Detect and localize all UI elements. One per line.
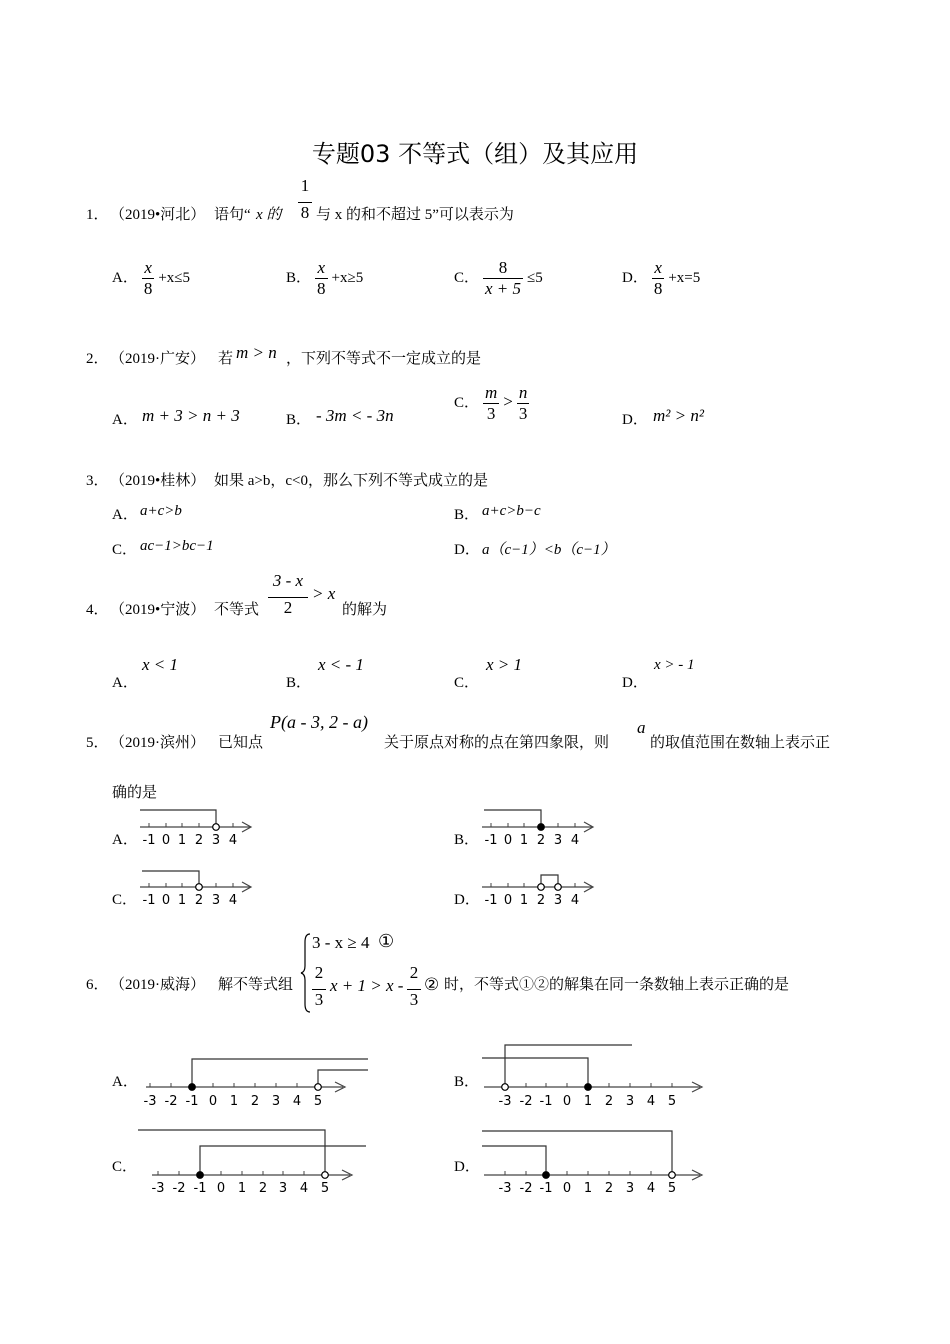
tick-label: 1 (583, 1094, 593, 1109)
tick-label: -2 (164, 1094, 178, 1109)
q5-number-line-d (480, 865, 598, 907)
q5-variable: a (637, 718, 646, 737)
q1-stem-a: 语句“ (214, 207, 251, 223)
q4-option-b-expr: x < - 1 (318, 655, 364, 674)
tick-label: -3 (498, 1181, 512, 1195)
q5-option-a-label: A． (112, 832, 138, 848)
q1-frac-denominator: 8 (298, 202, 312, 223)
open-endpoint (555, 884, 562, 891)
q3-option-a-label: A． (112, 507, 138, 523)
q6-number-line-c (138, 1125, 368, 1195)
open-endpoint (502, 1084, 509, 1091)
q6-number-line-d (482, 1125, 708, 1195)
open-endpoint (315, 1084, 322, 1091)
tick-label: 0 (216, 1181, 226, 1195)
q5-option-b-label: B． (454, 832, 480, 848)
q1-option-c: C． $\frac{8}{x + 5}$ ≤5 (454, 258, 543, 298)
tick-label: 2 (536, 833, 546, 847)
tick-label: -1 (142, 893, 156, 907)
q2-option-d-expr: m² > n² (653, 406, 704, 425)
q3-option-c-label: C． (112, 542, 138, 558)
solution-ray-1 (192, 1059, 368, 1084)
tick-label: 0 (208, 1094, 218, 1109)
q3-option-b-expr: a+c>b−c (482, 503, 541, 519)
q6-system-line-2: x + 1 > x - (330, 976, 404, 995)
closed-endpoint (189, 1084, 196, 1091)
tick-label: -1 (484, 833, 498, 847)
tick-label: 1 (519, 893, 529, 907)
closed-endpoint (585, 1084, 592, 1091)
q6-option-c-label: C． (112, 1159, 138, 1175)
q2-stem-a: 若 (218, 351, 234, 367)
q2-condition: m > n (236, 343, 277, 362)
q2-option-b-expr: - 3m < - 3n (316, 406, 394, 425)
q3-stem: 如果 a>b，c<0，那么下列不等式成立的是 (214, 473, 488, 489)
solution-ray (142, 871, 199, 884)
tick-label: 1 (177, 893, 187, 907)
q4-option-b-label: B． (286, 675, 312, 691)
q5-option-c-label: C． (112, 892, 138, 908)
closed-endpoint (543, 1172, 550, 1179)
q4-option-c-label: C． (454, 675, 480, 691)
open-endpoint (322, 1172, 329, 1179)
tick-label: 0 (562, 1094, 572, 1109)
tick-label: 4 (646, 1094, 656, 1109)
q4-option-a-label: A． (112, 675, 138, 691)
q6-circle-2: ② (424, 975, 440, 994)
tick-label: 4 (646, 1181, 656, 1195)
q4-stem-b: 的解为 (342, 602, 388, 618)
tick-label: 4 (570, 893, 580, 907)
q1-option-b: B． $\frac{x}{8}$ +x≥5 (286, 258, 364, 298)
open-endpoint (538, 884, 545, 891)
tick-label: 0 (503, 833, 513, 847)
q2-option-d-label: D． (622, 412, 648, 428)
tick-label: 3 (553, 893, 563, 907)
q5-number-line-b (480, 805, 598, 847)
tick-label: -3 (143, 1094, 157, 1109)
q3-option-d-expr: a（c−1）<b（c−1） (482, 542, 616, 558)
tick-label: 0 (562, 1181, 572, 1195)
tick-label: -1 (539, 1181, 553, 1195)
q4-option-d-label: D． (622, 675, 648, 691)
tick-label: 0 (161, 893, 171, 907)
tick-label: 2 (604, 1181, 614, 1195)
q6-number-line-a (138, 1050, 370, 1110)
q5-stem-b: 关于原点对称的点在第四象限，则 (384, 735, 610, 751)
q4-number: 4． (86, 602, 109, 618)
q1-stem-c: 与 x 的和不超过 5”可以表示为 (316, 207, 514, 223)
tick-label: 1 (583, 1181, 593, 1195)
q5-number-line-a (138, 805, 256, 847)
q4-relation: > x (312, 584, 336, 603)
q6-system-line-1: 3 - x ≥ 4 (312, 933, 370, 952)
tick-label: 5 (313, 1094, 323, 1109)
q5-source: （2019·滨州） (110, 735, 205, 751)
q4-option-a-expr: x < 1 (142, 655, 179, 674)
tick-label: 2 (536, 893, 546, 907)
q6-frac2-numerator: 2 (409, 963, 419, 982)
q1-option-a: A． $\frac{x}{8}$ +x≤5 (112, 258, 191, 298)
closed-endpoint (197, 1172, 204, 1179)
tick-label: -1 (484, 893, 498, 907)
q5-stem-a: 已知点 (218, 735, 264, 751)
q5-point: P(a - 3, 2 - a) (270, 712, 368, 732)
open-endpoint (196, 884, 203, 891)
tick-label: -3 (498, 1094, 512, 1109)
tick-label: 4 (570, 833, 580, 847)
tick-label: 3 (211, 833, 221, 847)
tick-label: -1 (185, 1094, 199, 1109)
q1-stem-b: x 的 (256, 207, 282, 223)
open-endpoint (213, 824, 220, 831)
q4-frac-numerator: 3 - x (272, 571, 304, 590)
solution-ray-2 (200, 1146, 366, 1172)
solution-segment (541, 875, 558, 884)
q1-source: （2019•河北） (110, 207, 206, 223)
q6-number-line-b (482, 1040, 708, 1110)
tick-label: 3 (271, 1094, 281, 1109)
q6-option-a-label: A． (112, 1074, 138, 1090)
q3-option-a-expr: a+c>b (140, 503, 182, 519)
tick-label: 5 (667, 1181, 677, 1195)
tick-label: 1 (229, 1094, 239, 1109)
q3-number: 3． (86, 473, 109, 489)
tick-label: 4 (228, 893, 238, 907)
q1-option-d: D． $\frac{x}{8}$ +x=5 (622, 258, 701, 298)
q6-stem-b: 时，不等式①②的解集在同一条数轴上表示正确的是 (444, 977, 790, 993)
q2-source: （2019·广安） (110, 351, 205, 367)
solution-ray-2 (482, 1146, 546, 1172)
tick-label: 3 (278, 1181, 288, 1195)
q1-number: 1． (86, 207, 109, 223)
tick-label: 2 (194, 893, 204, 907)
tick-label: 5 (320, 1181, 330, 1195)
q2-option-a-label: A． (112, 412, 138, 428)
q4-stem-a: 不等式 (214, 602, 260, 618)
q2-option-a-expr: m + 3 > n + 3 (142, 406, 240, 425)
q4-frac-denominator: 2 (268, 597, 308, 618)
q2-option-b-label: B． (286, 412, 312, 428)
q3-option-c-expr: ac−1>bc−1 (140, 538, 214, 554)
q6-stem-a: 解不等式组 (218, 977, 294, 993)
tick-label: 4 (299, 1181, 309, 1195)
tick-label: 1 (519, 833, 529, 847)
q1-frac-numerator: 1 (300, 176, 310, 195)
tick-label: 3 (625, 1094, 635, 1109)
tick-label: 2 (604, 1094, 614, 1109)
q6-frac1-denominator: 3 (312, 989, 326, 1010)
q2-option-c: C． $\frac{m}{3}$ > $\frac{n}{3}$ (454, 383, 528, 423)
q6-option-d-label: D． (454, 1159, 480, 1175)
tick-label: 3 (211, 893, 221, 907)
tick-label: 0 (161, 833, 171, 847)
tick-label: 2 (194, 833, 204, 847)
tick-label: 4 (292, 1094, 302, 1109)
solution-ray-2 (482, 1058, 588, 1084)
tick-label: 3 (553, 833, 563, 847)
solution-ray-1 (138, 1130, 325, 1172)
closed-endpoint (538, 824, 545, 831)
q6-source: （2019·威海） (110, 977, 205, 993)
q6-frac1-numerator: 2 (314, 963, 324, 982)
tick-label: 1 (237, 1181, 247, 1195)
q5-stem-c: 的取值范围在数轴上表示正 (650, 735, 831, 751)
q6-option-b-label: B． (454, 1074, 480, 1090)
q3-option-d-label: D． (454, 542, 480, 558)
solution-ray (140, 810, 216, 824)
open-endpoint (669, 1172, 676, 1179)
tick-label: 0 (503, 893, 513, 907)
solution-ray-2 (318, 1070, 368, 1084)
tick-label: 2 (250, 1094, 260, 1109)
tick-label: -3 (151, 1181, 165, 1195)
solution-ray (484, 810, 541, 824)
tick-label: 1 (177, 833, 187, 847)
tick-label: -2 (172, 1181, 186, 1195)
q5-stem-d: 确的是 (112, 785, 158, 801)
tick-label: -2 (519, 1181, 533, 1195)
q3-option-b-label: B． (454, 507, 480, 523)
page-title: 专题03 不等式（组）及其应用 (311, 140, 639, 168)
q2-number: 2． (86, 351, 109, 367)
q5-number-line-c (138, 865, 256, 907)
q4-option-c-expr: x > 1 (486, 655, 523, 674)
solution-ray-1 (482, 1131, 672, 1172)
solution-ray-1 (505, 1045, 632, 1084)
q4-source: （2019•宁波） (110, 602, 206, 618)
tick-label: 2 (258, 1181, 268, 1195)
q6-number: 6． (86, 977, 109, 993)
q6-circle-1: ① (378, 931, 395, 951)
tick-label: -1 (142, 833, 156, 847)
tick-label: -1 (193, 1181, 207, 1195)
q5-option-d-label: D． (454, 892, 480, 908)
q6-frac2-denominator: 3 (407, 989, 421, 1010)
tick-label: 5 (667, 1094, 677, 1109)
tick-label: -1 (539, 1094, 553, 1109)
q2-stem-b: ，下列不等式不一定成立的是 (286, 351, 482, 367)
q4-option-d-expr: x > - 1 (654, 657, 695, 673)
tick-label: 3 (625, 1181, 635, 1195)
tick-label: -2 (519, 1094, 533, 1109)
q5-number: 5． (86, 735, 109, 751)
tick-label: 4 (228, 833, 238, 847)
q6-system-brace (300, 932, 312, 1014)
q3-source: （2019•桂林） (110, 473, 206, 489)
